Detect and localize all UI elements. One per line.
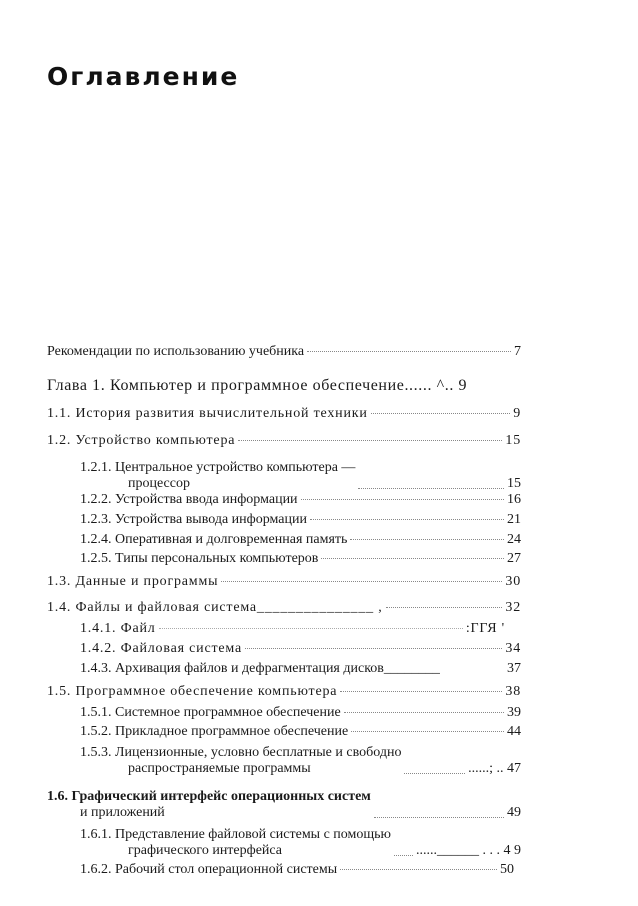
toc-entry-title: 1.2. Устройство компьютера	[47, 433, 236, 448]
toc-entry-title: 1.2.3. Устройства вывода информации	[80, 512, 307, 527]
toc-entry-title: 1.2.5. Типы персональных компьютеров	[80, 551, 319, 566]
toc-entry-title: 1.6. Графический интерфейс операционных систем	[47, 789, 371, 804]
toc-entry[interactable]	[80, 512, 521, 528]
toc-entry-page: 27	[507, 551, 521, 566]
dot-leader	[238, 440, 502, 441]
dot-leader	[350, 539, 504, 540]
dot-leader	[340, 869, 497, 870]
toc-entry[interactable]	[47, 344, 521, 360]
toc-entry[interactable]	[80, 532, 521, 548]
toc-entry[interactable]	[80, 825, 521, 859]
toc-entry[interactable]	[80, 492, 521, 508]
toc-entry[interactable]	[47, 684, 521, 700]
toc-entry-title-continued: графического интерфейса	[128, 843, 283, 858]
dot-leader	[404, 773, 465, 774]
dot-leader	[394, 855, 413, 856]
toc-entry[interactable]	[80, 641, 521, 657]
toc-entry[interactable]	[80, 724, 521, 740]
toc-entry[interactable]	[80, 621, 505, 637]
toc-entry-page: 30	[505, 574, 521, 589]
toc-entry[interactable]	[80, 661, 521, 677]
toc-entry[interactable]	[80, 551, 521, 567]
toc-entry-title: 1.4.1. Файл	[80, 621, 156, 636]
dot-leader	[340, 691, 502, 692]
toc-entry-title: 1.5. Программное обеспечение компьютера	[47, 684, 338, 699]
toc-entry-page: 7	[514, 344, 521, 359]
page-title: Оглавление	[47, 62, 240, 91]
toc-entry[interactable]	[80, 456, 521, 492]
toc-entry[interactable]	[47, 433, 521, 449]
toc-entry-title: 1.4.2. Файловая система	[80, 641, 242, 656]
toc-entry-title: 1.5.1. Системное программное обеспечение	[80, 705, 341, 720]
toc-entry-page: 21	[507, 512, 521, 527]
toc-entry-title-continued: и приложений	[80, 805, 165, 820]
toc-entry[interactable]	[80, 743, 521, 777]
toc-entry[interactable]	[47, 574, 521, 590]
toc-entry[interactable]	[80, 862, 514, 878]
toc-entry-page: 32	[505, 600, 521, 615]
toc-entry-title: 1.4.3. Архивация файлов и дефрагментация дисков________	[80, 661, 440, 676]
toc-entry[interactable]	[47, 600, 521, 616]
toc-entry-page: 9	[513, 406, 521, 421]
toc-entry-page: 15	[507, 476, 521, 491]
toc-entry-title: 1.5.2. Прикладное программное обеспечение	[80, 724, 349, 739]
dot-leader	[310, 519, 504, 520]
dot-leader	[344, 712, 504, 713]
dot-leader	[159, 628, 463, 629]
toc-entry-title: Рекомендации по использованию учебника	[47, 344, 305, 359]
toc-entry-title: 1.6.2. Рабочий стол операционной системы	[80, 862, 338, 877]
toc-entry-title-continued: распространяемые программы	[128, 761, 311, 776]
toc-entry-page: ......; .. 47	[468, 761, 521, 776]
dot-leader	[374, 817, 504, 818]
toc-entry-title: Глава 1. Компьютер и программное обеспечение...... ^.. 9	[47, 377, 468, 394]
toc-entry-title: 1.5.3. Лицензионные, условно бесплатные и свободно	[80, 745, 402, 760]
toc-entry-page: 15	[505, 433, 521, 448]
toc-entry-title: 1.1. История развития вычислительной техники	[47, 406, 368, 421]
toc-entry-page: 50	[500, 862, 514, 877]
dot-leader	[351, 731, 504, 732]
toc-entry-page: 39	[507, 705, 521, 720]
dot-leader	[307, 351, 511, 352]
toc-entry-title: 1.2.4. Оперативная и долговременная память	[80, 532, 348, 547]
dot-leader	[358, 488, 504, 489]
toc-entry-page: 37	[507, 661, 521, 676]
toc-entry-title: 1.2.2. Устройства ввода информации	[80, 492, 298, 507]
toc-entry-title-continued: процессор	[128, 476, 190, 491]
toc-entry-page: 49	[507, 805, 521, 820]
dot-leader	[386, 607, 503, 608]
toc-entry-page: 34	[505, 641, 521, 656]
toc-entry-title: 1.2.1. Центральное устройство компьютера —	[80, 460, 356, 475]
toc-entry-page: 44	[507, 724, 521, 739]
toc-entry-title: 1.3. Данные и программы	[47, 574, 219, 589]
toc-entry-title: 1.4. Файлы и файловая система_______________ ,	[47, 600, 383, 615]
dot-leader	[245, 648, 502, 649]
toc-entry-page: 24	[507, 532, 521, 547]
toc-entry[interactable]	[47, 406, 521, 422]
toc-entry-page: :ГГЯ '	[465, 621, 505, 636]
dot-leader	[321, 558, 504, 559]
toc-entry-chapter[interactable]	[47, 378, 527, 394]
toc-entry[interactable]	[80, 705, 521, 721]
dot-leader	[301, 499, 504, 500]
toc-entry-page: 16	[507, 492, 521, 507]
dot-leader	[221, 581, 502, 582]
toc-entry-page: 38	[505, 684, 521, 699]
toc-entry[interactable]	[47, 785, 521, 821]
dot-leader	[371, 413, 511, 414]
toc-entry-page: ......______ . . . 4 9	[416, 843, 521, 858]
toc-entry-title: 1.6.1. Представление файловой системы с помощью	[80, 827, 392, 842]
